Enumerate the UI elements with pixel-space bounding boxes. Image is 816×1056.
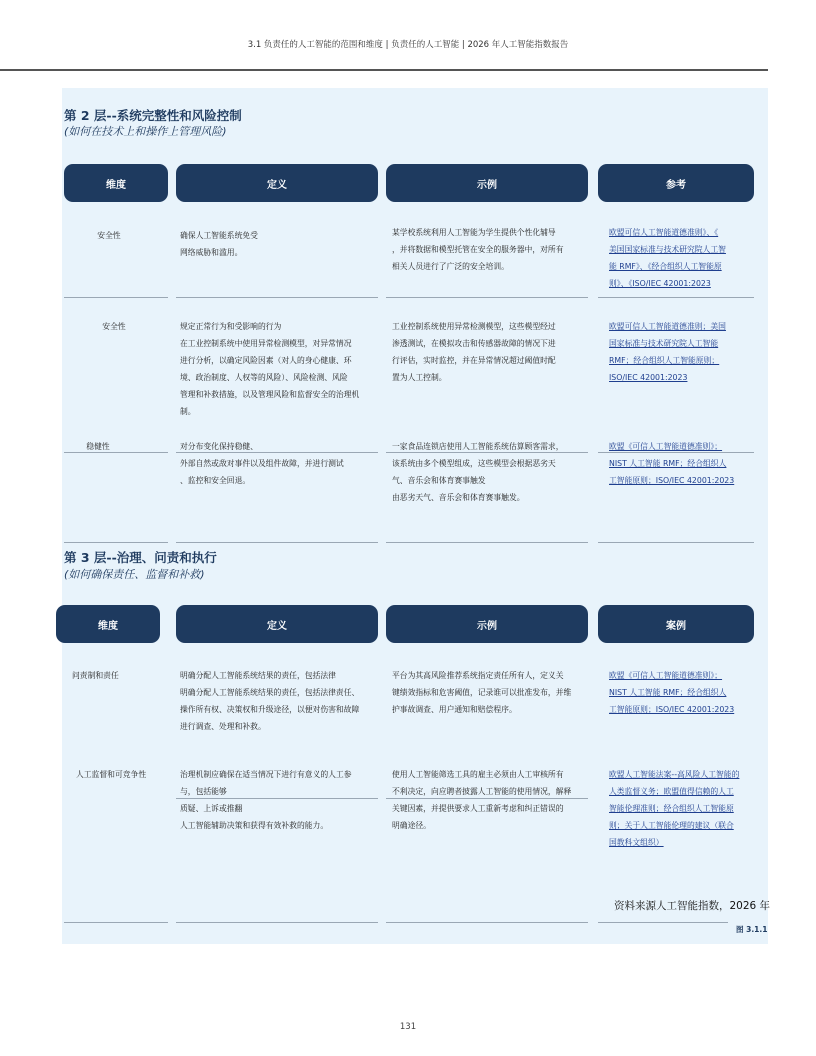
layer3-row1-definition: 明确分配人工智能系统结果的责任，包括法律 明确分配人工智能系统结果的责任，包括法律责任、 操作所有权、决策权和升级途径，以便对伤害和故障 进行调查、处理和补救。 bbox=[180, 671, 360, 731]
layer2-col-definition: 定义 bbox=[176, 164, 378, 202]
row-divider bbox=[176, 297, 378, 298]
row-divider bbox=[64, 542, 168, 543]
layer2-row3-reference[interactable]: 欧盟《可信人工智能道德准则》； NIST 人工智能 RMF；经合组织人 工智能原则；ISO/IEC 42001:2023 bbox=[609, 442, 735, 485]
row-divider bbox=[64, 922, 168, 923]
layer2-row1-dimension: 安全性 bbox=[97, 231, 121, 240]
layer3-row2-dimension: 人工监督和可竞争性 bbox=[76, 770, 147, 779]
layer3-subtitle: (如何确保责任、监督和补救) bbox=[64, 568, 205, 581]
layer3-row1-dimension: 问责制和责任 bbox=[72, 671, 119, 680]
layer2-row1-example: 某学校系统利用人工智能为学生提供个性化辅导 ，并将数据和模型托管在安全的服务器中，对所有 相关人员进行了广泛的安全培训。 bbox=[392, 228, 564, 271]
layer2-row3-dimension: 稳健性 bbox=[86, 442, 110, 451]
row-divider bbox=[176, 452, 378, 453]
layer2-col-dimension: 维度 bbox=[64, 164, 168, 202]
layer3-col-definition: 定义 bbox=[176, 605, 378, 643]
row-divider bbox=[64, 452, 168, 453]
layer3-row1-example: 平台为其高风险推荐系统指定责任所有人，定义关 键绩效指标和危害阈值，记录谁可以批准发布，并维 护事故调查、用户通知和赔偿程序。 bbox=[392, 671, 572, 714]
source-note: 资料来源人工智能指数，2026 年 bbox=[614, 900, 771, 912]
page-number: 131 bbox=[399, 1022, 417, 1032]
layer2-row3-example: 一家食品连锁店使用人工智能系统估算顾客需求， 该系统由多个模型组成，这些模型会根据恶劣天 气、音乐会和体育赛事触发 由恶劣天气、音乐会和体育赛事触发。 bbox=[392, 442, 564, 502]
layer3-col-dimension: 维度 bbox=[56, 605, 160, 643]
row-divider bbox=[176, 922, 378, 923]
layer2-subtitle: (如何在技术上和操作上管理风险) bbox=[64, 125, 227, 138]
row-divider bbox=[598, 542, 754, 543]
layer2-row2-dimension: 安全性 bbox=[102, 322, 126, 331]
row-divider bbox=[598, 452, 754, 453]
layer2-col-example: 示例 bbox=[386, 164, 588, 202]
layer2-row2-reference[interactable]: 欧盟可信人工智能道德准则；美国 国家标准与技术研究院人工智能 RMF；经合组织人工智能原则； ISO/IEC 42001:2023 bbox=[609, 322, 726, 382]
layer3-title: 第 3 层--治理、问责和执行 bbox=[64, 550, 217, 565]
layer2-row1-reference[interactable]: 欧盟可信人工智能道德准则》、《 美国国家标准与技术研究院人工智 能 RMF》、《经合组织人工智能原 则》、《ISO/IEC 42001:2023 bbox=[609, 228, 726, 288]
row-divider bbox=[176, 542, 378, 543]
header-divider bbox=[0, 69, 768, 71]
row-divider bbox=[64, 297, 168, 298]
layer3-col-example: 示例 bbox=[386, 605, 588, 643]
layer2-row3-definition: 对分布变化保持稳健、 外部自然或敌对事件以及组件故障，并进行测试 、监控和安全回退。 bbox=[180, 442, 344, 485]
layer3-row2-example: 使用人工智能筛选工具的雇主必须由人工审核所有 不利决定，向应聘者披露人工智能的使用情况，解释 关键因素，并提供要求人工重新考虑和纠正错误的 明确途径。 bbox=[392, 770, 572, 830]
layer3-row2-reference[interactable]: 欧盟人工智能法案--高风险人工智能的 人类监督义务；欧盟值得信赖的人工 智能伦理准则；经合组织人工智能原 则；关于人工智能伦理的建议（联合 国教科文组织） bbox=[609, 770, 740, 847]
layer3-row2-definition: 治理机制应确保在适当情况下进行有意义的人工参 与，包括能够 质疑、上诉或推翻 人工智能辅助决策和获得有效补救的能力。 bbox=[180, 770, 352, 830]
row-divider bbox=[598, 297, 754, 298]
layer2-title: 第 2 层--系统完整性和风险控制 bbox=[64, 108, 242, 123]
layer3-row1-reference[interactable]: 欧盟《可信人工智能道德准则》； NIST 人工智能 RMF；经合组织人 工智能原则；ISO/IEC 42001:2023 bbox=[609, 671, 735, 714]
row-divider bbox=[386, 297, 588, 298]
row-divider bbox=[598, 922, 728, 923]
row-divider bbox=[386, 542, 588, 543]
row-divider bbox=[386, 798, 588, 799]
layer2-col-reference: 参考 bbox=[598, 164, 754, 202]
layer2-row2-definition: 规定正常行为和受影响的行为 在工业控制系统中使用异常检测模型，对异常情况 进行分析，以确定风险因素（对人的身心健康、环 境、政治制度、人权等的风险）、风险检测、风险 管理和补救措施，以及管理风险和监督安全的治理机 制。 bbox=[180, 322, 360, 416]
figure-label: 图 3.1.1 bbox=[736, 925, 768, 934]
layer2-row2-example: 工业控制系统使用异常检测模型，这些模型经过 渗透测试，在模拟攻击和传感器故障的情况下进 行评估，实时监控，并在异常情况超过阈值时配 置为人工控制。 bbox=[392, 322, 556, 382]
row-divider bbox=[386, 922, 588, 923]
running-header: 3.1 负责任的人工智能的范围和维度 | 负责任的人工智能 | 2026 年人工智能指数报告 bbox=[247, 40, 569, 50]
layer3-col-reference: 案例 bbox=[598, 605, 754, 643]
row-divider bbox=[386, 452, 588, 453]
row-divider bbox=[176, 798, 378, 799]
layer2-row1-definition: 确保人工智能系统免受 网络威胁和滥用。 bbox=[180, 231, 258, 257]
